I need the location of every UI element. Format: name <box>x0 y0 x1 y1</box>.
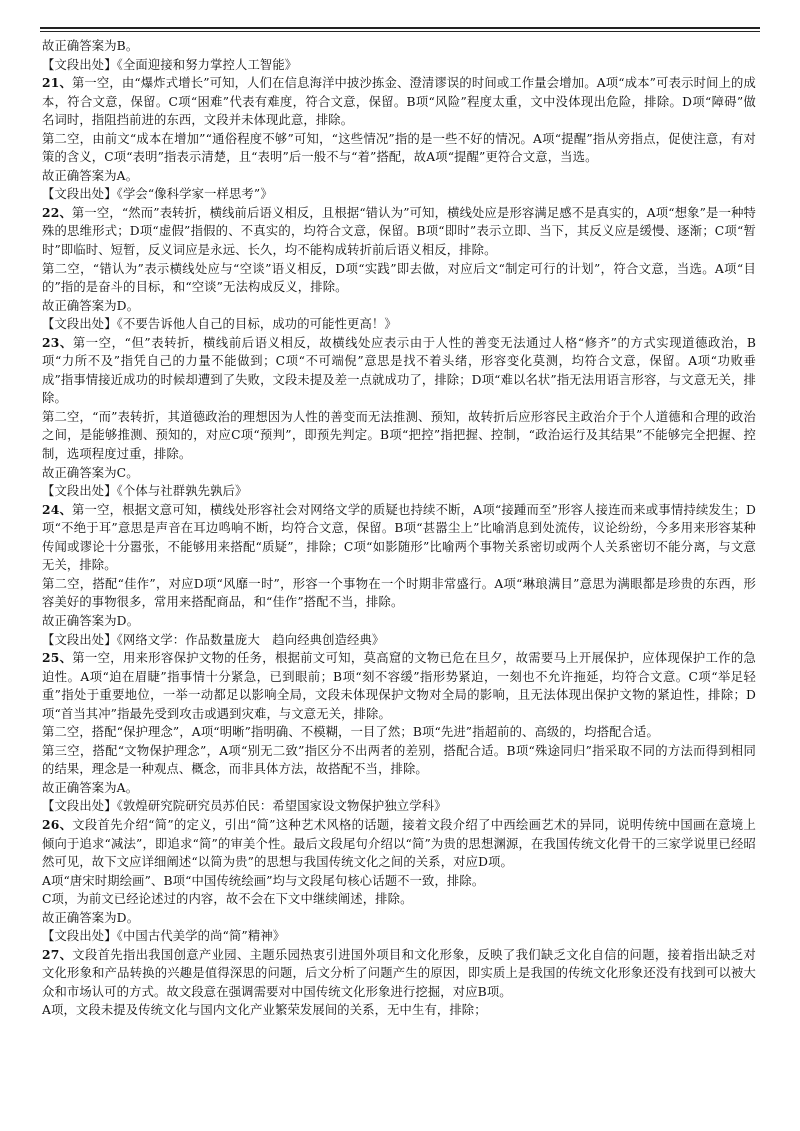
question-number: 26、 <box>42 816 73 832</box>
question-paragraph <box>42 649 756 723</box>
paragraph-text: 第一空，根据文意可知，横线处形容社会对网络文学的质疑也持续不断，A项“接踵而至”形容人接连而来或事情持续发生；D项“不绝于耳”意思是声音在耳边鸣响不断，均符合文意，保留。B项“甚嚣尘上”比喻消息到处流传，议论纷纷，今多用来形容某种传闻或谬论十分嚣张，不能够用来搭配“质疑”，排除；C项“如影随形”比喻两个事物关系密切或两个人关系密切不能分离，与文意无关，排除。 <box>42 502 757 573</box>
text-paragraph <box>42 482 756 501</box>
text-paragraph <box>42 779 756 798</box>
paragraph-text: 【文段出处】《网络文学：作品数量庞大 趋向经典创造经典》 <box>42 632 385 647</box>
paragraph-text: 故正确答案为D。 <box>42 613 140 628</box>
paragraph-text: 第三空，搭配“文物保护理念”，A项“别无二致”指区分不出两者的差别，搭配合适。B项“殊途同归”指采取不同的方法而得到相同的结果，理念是一种观点、概念，而非具体方法，故搭配不当，排除。 <box>42 743 756 777</box>
text-paragraph <box>42 56 756 75</box>
text-paragraph <box>42 575 756 612</box>
question-number: 24、 <box>42 501 73 517</box>
text-paragraph <box>42 130 756 167</box>
question-paragraph <box>42 946 756 1002</box>
paragraph-text: 文段首先指出我国创意产业园、主题乐园热衷引进国外项目和文化形象，反映了我们缺乏文化自信的问题，接着指出缺乏对文化形象和产品转换的兴趣是值得深思的问题，后文分析了问题产生的原因，即实质上是我国的传统文化形象还没有找到可以被大众和市场认可的方式。故文段意在强调需要对中国传统文化形象进行挖掘，对应B项。 <box>42 947 756 999</box>
paragraph-text: 【文段出处】《全面迎接和努力掌控人工智能》 <box>42 57 298 72</box>
question-number: 21、 <box>42 75 72 91</box>
text-paragraph <box>42 315 756 334</box>
paragraph-text: 故正确答案为D。 <box>42 910 140 925</box>
text-paragraph <box>42 890 756 909</box>
text-paragraph <box>42 1001 756 1020</box>
paragraph-text: 第一空，用来形容保护文物的任务，根据前文可知，莫高窟的文物已危在旦夕，故需要马上开展保护，应体现保护工作的急迫性。A项“迫在眉睫”指事情十分紧急，已到眼前；B项“刻不容缓”指形势紧迫，一刻也不允许拖延，均符合文意。C项“举足轻重”指处于重要地位，一举一动都足以影响全局，文段未体现保护文物对全局的影响，且无法体现出保护文物的紧迫性，排除；D项“首当其冲”指最先受到攻击或遇到灾难，与文意无关，排除。 <box>42 651 756 721</box>
text-paragraph <box>42 612 756 631</box>
text-paragraph <box>42 631 756 650</box>
text-paragraph <box>42 742 756 779</box>
question-paragraph <box>42 74 756 130</box>
text-paragraph <box>42 464 756 483</box>
paragraph-text: A项“唐宋时期绘画”、B项“中国传统绘画”均与文段尾句核心话题不一致，排除。 <box>42 873 485 888</box>
text-paragraph <box>42 723 756 742</box>
paragraph-text: 第一空，由“爆炸式增长”可知，人们在信息海洋中披沙拣金、澄清谬误的时间或工作量会增加。A项“成本”可表示时间上的成本，符合文意，保留。C项“困难”代表有难度，符合文意，保留。B项“风险”程度太重，文中没体现出危险，排除。D项“障碍”做名词时，指阻挡前进的东西，文段并未体现此意，排除。 <box>42 76 756 128</box>
paragraph-text: 故正确答案为B。 <box>42 39 139 53</box>
question-number: 22、 <box>42 204 72 220</box>
paragraph-text: 第二空，“错认为”表示横线处应与“空谈”语义相反，D项“实践”即去做，对应后文“制定可行的计划”，符合文意，当选。A项“目的”指的是奋斗的目标，和“空谈”无法构成反义，排除。 <box>42 261 756 295</box>
text-paragraph <box>42 872 756 891</box>
header-rule-thin <box>40 31 760 32</box>
question-paragraph <box>42 334 756 408</box>
paragraph-text: 故正确答案为A。 <box>42 168 139 183</box>
paragraph-text: 故正确答案为C。 <box>42 465 139 480</box>
paragraph-text: 第二空，“而”表转折，其道德政治的理想因为人性的善变而无法推测、预知，故转折后应形容民主政治介于个人道德和合理的政治之间，是能够推测、预知的，对应C项“预判”，即预先判定。B项“把控”指把握、控制，“政治运行及其结果”不能够完全把握、控制，选项程度过重，排除。 <box>42 409 756 462</box>
question-number: 27、 <box>42 946 73 962</box>
text-paragraph <box>42 927 756 946</box>
paragraph-text: 文段首先介绍“简”的定义，引出“简”这种艺术风格的话题，接着文段介绍了中西绘画艺术的异同，说明传统中国画在意境上倾向于追求“减法”，即追求“简”的审美个性。最后文段尾句介绍以“简”为贵的思想渊源，在我国传统文化骨干的三家学说里已经昭然可见，故下文应详细阐述“以简为贵”的思想与我国传统文化之间的关系，对应D项。 <box>42 817 757 870</box>
paragraph-text: 【文段出处】《中国古代美学的尚“简”精神》 <box>42 929 286 944</box>
paragraph-text: 【文段出处】《不要告诉他人自己的目标，成功的可能性更高！》 <box>42 317 397 332</box>
paragraph-text: 故正确答案为A。 <box>42 780 139 795</box>
paragraph-text: 第二空，搭配“保护理念”，A项“明晰”指明确、不模糊，一目了然；B项“先进”指超前的、高级的，均搭配合适。 <box>42 725 659 740</box>
paragraph-text: 故正确答案为D。 <box>42 298 140 313</box>
header-rule <box>40 27 760 29</box>
question-paragraph <box>42 204 756 260</box>
text-paragraph <box>42 297 756 316</box>
paragraph-text: 第一空，“然而”表转折，横线前后语义相反，且根据“错认为”可知，横线处应是形容满足感不是真实的，A项“想象”是一种特殊的思维形式；D项“虚假”指假的、不真实的，均符合文意，保留。B项“即时”表示立即、当下，其反义应是缓慢、逐渐；C项“暂时”即临时、短暂，反义词应是永远、长久，均不能构成转折前后语义相反，排除。 <box>42 205 756 258</box>
paragraph-text: 第一空，“但”表转折，横线前后语义相反，故横线处应表示由于人性的善变无法通过人格“修齐”的方式实现道德政治，B项“力所不及”指凭自己的力量不能做到；C项“不可端倪”意思是找不着头绪，形容变化莫测，均符合文意，保留。A项“功败垂成”指事情接近成功的时候却遭到了失败，文段未提及差一点就成功了，排除；D项“难以名状”指无法用语言形容，与文意无关，排除。 <box>42 335 757 406</box>
paragraph-text: 第二空，由前文“成本在增加”“通俗程度不够”可知，“这些情况”指的是一些不好的情况。A项“提醒”指从旁指点，促使注意，有对策的含义，C项“表明”指表示清楚，且“表明”后一般不与“着”搭配，故A项“提醒”更符合文意，当选。 <box>42 131 756 165</box>
text-paragraph <box>42 260 756 297</box>
paragraph-text: A项，文段未提及传统文化与国内文化产业繁荣发展间的关系，无中生有，排除； <box>42 1003 487 1018</box>
paragraph-text: C项，为前文已经论述过的内容，故不会在下文中继续阐述，排除。 <box>42 892 413 907</box>
paragraph-text: 第二空，搭配“佳作”，对应D项“风靡一时”，形容一个事物在一个时期非常盛行。A项“琳琅满目”意思为满眼都是珍贵的东西，形容美好的事物很多，常用来搭配商品，和“佳作”搭配不当，排除。 <box>42 576 756 610</box>
text-paragraph <box>42 37 756 56</box>
paragraph-text: 【文段出处】《敦煌研究院研究员苏伯民：希望国家设文物保护独立学科》 <box>42 799 447 814</box>
paragraph-text: 【文段出处】《个体与社群孰先孰后》 <box>42 484 248 499</box>
question-paragraph <box>42 816 756 872</box>
text-paragraph <box>42 909 756 928</box>
document-body <box>42 37 756 1020</box>
text-paragraph <box>42 167 756 186</box>
text-paragraph <box>42 408 756 464</box>
question-number: 25、 <box>42 650 73 666</box>
text-paragraph <box>42 797 756 816</box>
question-number: 23、 <box>42 334 73 350</box>
paragraph-text: 【文段出处】《学会“像科学家一样思考”》 <box>42 187 273 202</box>
text-paragraph <box>42 185 756 204</box>
question-paragraph <box>42 501 756 575</box>
